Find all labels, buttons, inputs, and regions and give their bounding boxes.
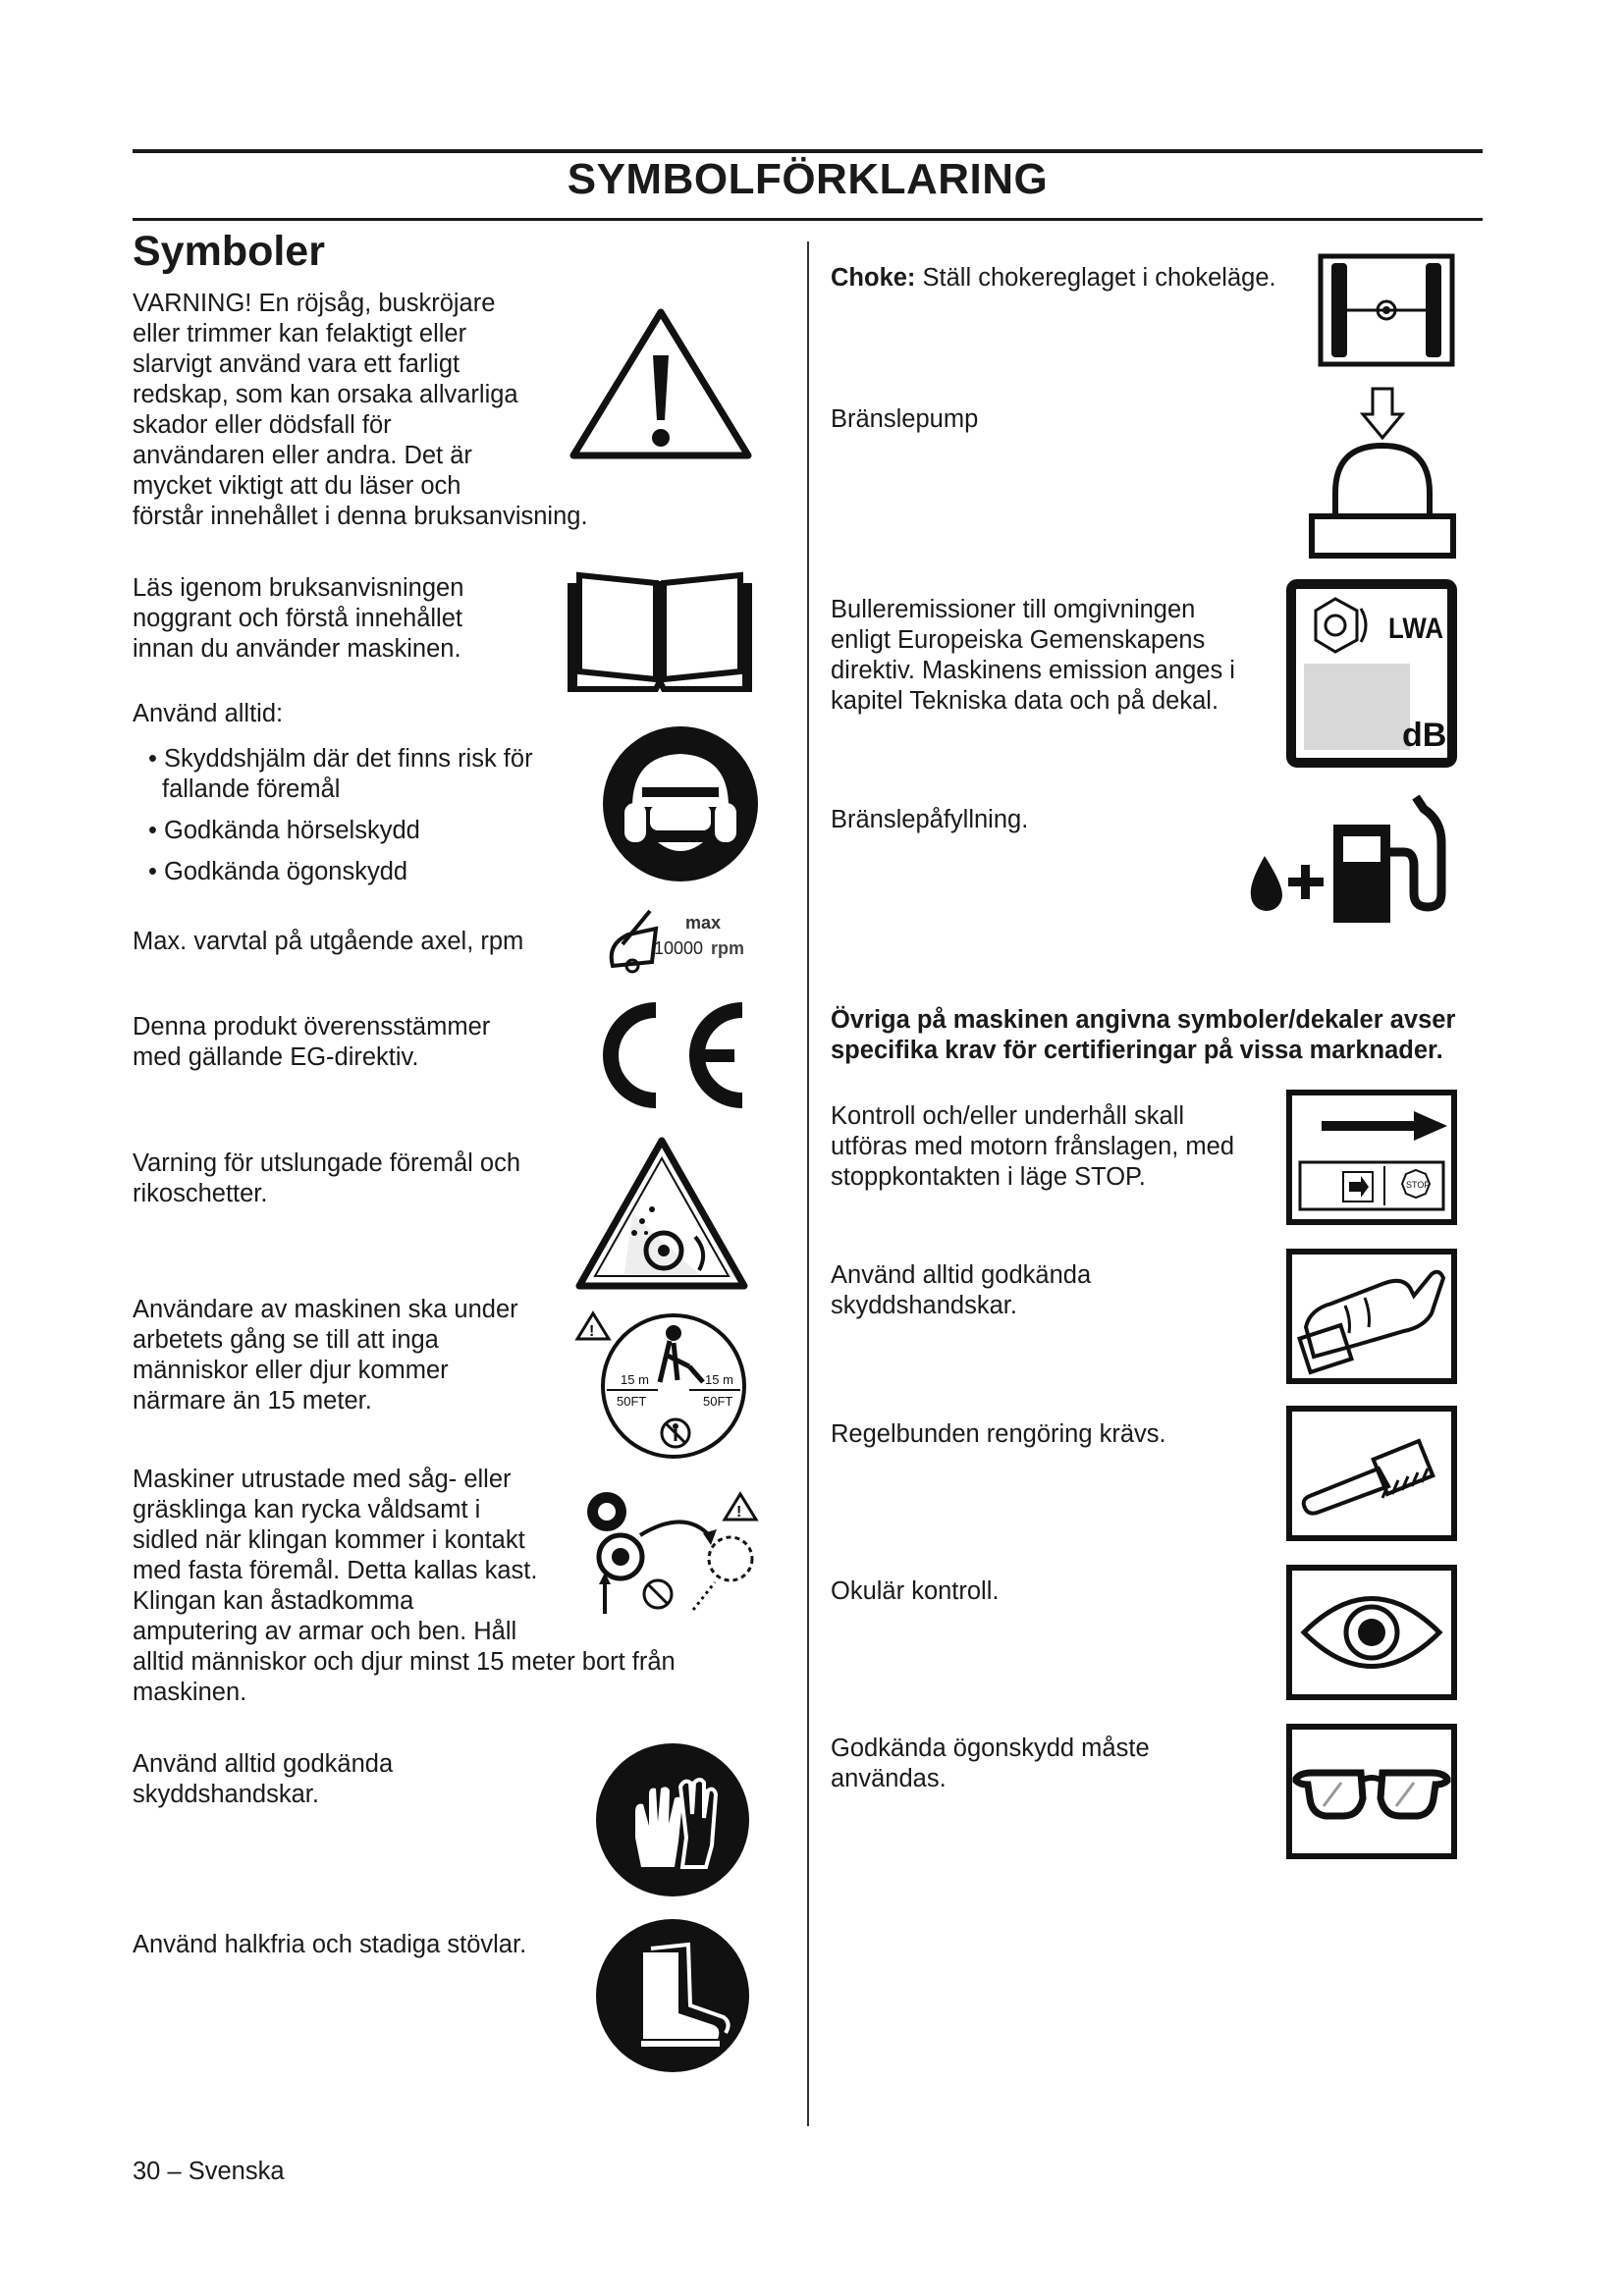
choke-text: Choke: Ställ chokereglaget i chokeläge. — [831, 264, 1276, 292]
kickback-warning-icon — [577, 1488, 764, 1616]
stop-check-text: Kontroll och/eller underhåll skall utföras med motorn frånslagen, med stoppkontakten i läge STOP. — [831, 1102, 1235, 1191]
list-item: • Godkända hörselskydd — [148, 817, 420, 844]
max-rpm-icon — [603, 905, 760, 976]
refuel-icon — [1241, 787, 1457, 925]
fuel-pump-primer-icon — [1308, 385, 1457, 561]
manual-text: Läs igenom bruksanvisningen noggrant och förstå innehållet innan du använder maskinen. — [133, 574, 464, 663]
ce-text: Denna produkt överensstämmer med gällande EG-direktiv. — [133, 1013, 491, 1071]
safety-distance-icon — [568, 1306, 764, 1463]
distance-meters-right: 15 m — [705, 1372, 733, 1387]
db-label: dB — [1402, 717, 1447, 754]
boots-text: Använd halkfria och stadiga stövlar. — [133, 1931, 527, 1958]
safety-glasses-icon — [1286, 1724, 1457, 1859]
svg-text:!: ! — [589, 1323, 595, 1340]
warning-triangle-icon — [568, 304, 754, 461]
section-title: Symboler — [133, 228, 325, 275]
rpm-value: 10000 — [654, 938, 704, 958]
helmet-ear-eye-protection-icon — [603, 726, 758, 881]
protective-gloves-icon — [1286, 1249, 1457, 1384]
gloves-mandatory-icon — [596, 1743, 749, 1896]
cleaning-brush-icon — [1286, 1406, 1457, 1541]
rpm-unit: rpm — [711, 938, 745, 958]
distance-text: Användare av maskinen ska under arbetets gång se till att inga människor eller djur kommer närmare än 15 meter. — [133, 1296, 518, 1415]
cleaning-text: Regelbunden rengöring krävs. — [831, 1420, 1166, 1448]
choke-label: Choke: — [831, 264, 916, 292]
distance-meters-left: 15 m — [621, 1372, 649, 1387]
warning-text: VARNING! En röjsåg, buskröjare eller trimmer kan felaktigt eller slarvigt använd vara ett farligt redskap, som kan orsaka allvarliga skador eller dödsfall för användaren eller andra. Det är mycket viktigt att du läser och förstår innehållet i denna bruksanvisning. — [133, 290, 588, 530]
column-divider — [807, 241, 809, 2126]
stop-switch-maintenance-icon — [1286, 1090, 1457, 1225]
gloves-text: Använd alltid godkända skyddshandskar. — [133, 1750, 394, 1808]
max-speed-text: Max. varvtal på utgående axel, rpm — [133, 928, 524, 955]
thrown-objects-warning-icon — [573, 1135, 750, 1292]
svg-text:!: ! — [736, 1504, 742, 1521]
distance-feet-left: 50FT — [617, 1394, 647, 1409]
boots-mandatory-icon — [596, 1919, 749, 2072]
ce-mark-icon — [585, 996, 754, 1114]
list-item: • Godkända ögonskydd — [148, 858, 408, 885]
eye-protection-text: Godkända ögonskydd måste användas. — [831, 1735, 1150, 1792]
refuel-text: Bränslepåfyllning. — [831, 806, 1029, 833]
noise-emission-text: Bulleremissioner till omgivningen enligt Europeiska Gemenskapens direktiv. Maskinens emission anges i kapitel Tekniska data och på dekal. — [831, 596, 1235, 715]
always-use-text: Använd alltid: — [133, 700, 284, 727]
lwa-label: LWA — [1388, 613, 1443, 645]
certification-symbols-text: Övriga på maskinen angivna symboler/dekaler avser specifika krav för certifieringar på vissa marknader. — [831, 1006, 1456, 1064]
thrown-objects-text: Varning för utslungade föremål och rikoschetter. — [133, 1149, 521, 1207]
stop-sign-label: STOP — [1406, 1180, 1431, 1190]
list-item: • Skyddshjälm där det finns risk för fallande föremål — [148, 745, 533, 803]
distance-feet-right: 50FT — [703, 1394, 733, 1409]
gloves-required-text: Använd alltid godkända skyddshandskar. — [831, 1261, 1092, 1319]
title-underline — [133, 218, 1483, 221]
page-title: SYMBOLFÖRKLARING — [567, 155, 1049, 203]
kickback-text: Maskiner utrustade med såg- eller gräsklinga kan rycka våldsamt i sidled när klingan kommer i kontakt med fasta föremål. Detta kallas kast. Klingan kan åstadkomma amputering av armar och ben. Håll alltid människor och djur minst 15 meter bort från maskinen. — [133, 1466, 676, 1706]
top-rule — [133, 149, 1483, 153]
visual-inspection-eye-icon — [1286, 1565, 1457, 1700]
ppe-list — [133, 744, 533, 898]
choke-icon — [1318, 253, 1455, 367]
page-footer: 30 – Svenska — [133, 2158, 285, 2185]
noise-emission-lwa-icon — [1286, 579, 1457, 768]
manual-book-icon — [566, 569, 754, 697]
fuel-pump-text: Bränslepump — [831, 405, 979, 433]
visual-check-text: Okulär kontroll. — [831, 1577, 1000, 1605]
max-label: max — [685, 913, 722, 933]
